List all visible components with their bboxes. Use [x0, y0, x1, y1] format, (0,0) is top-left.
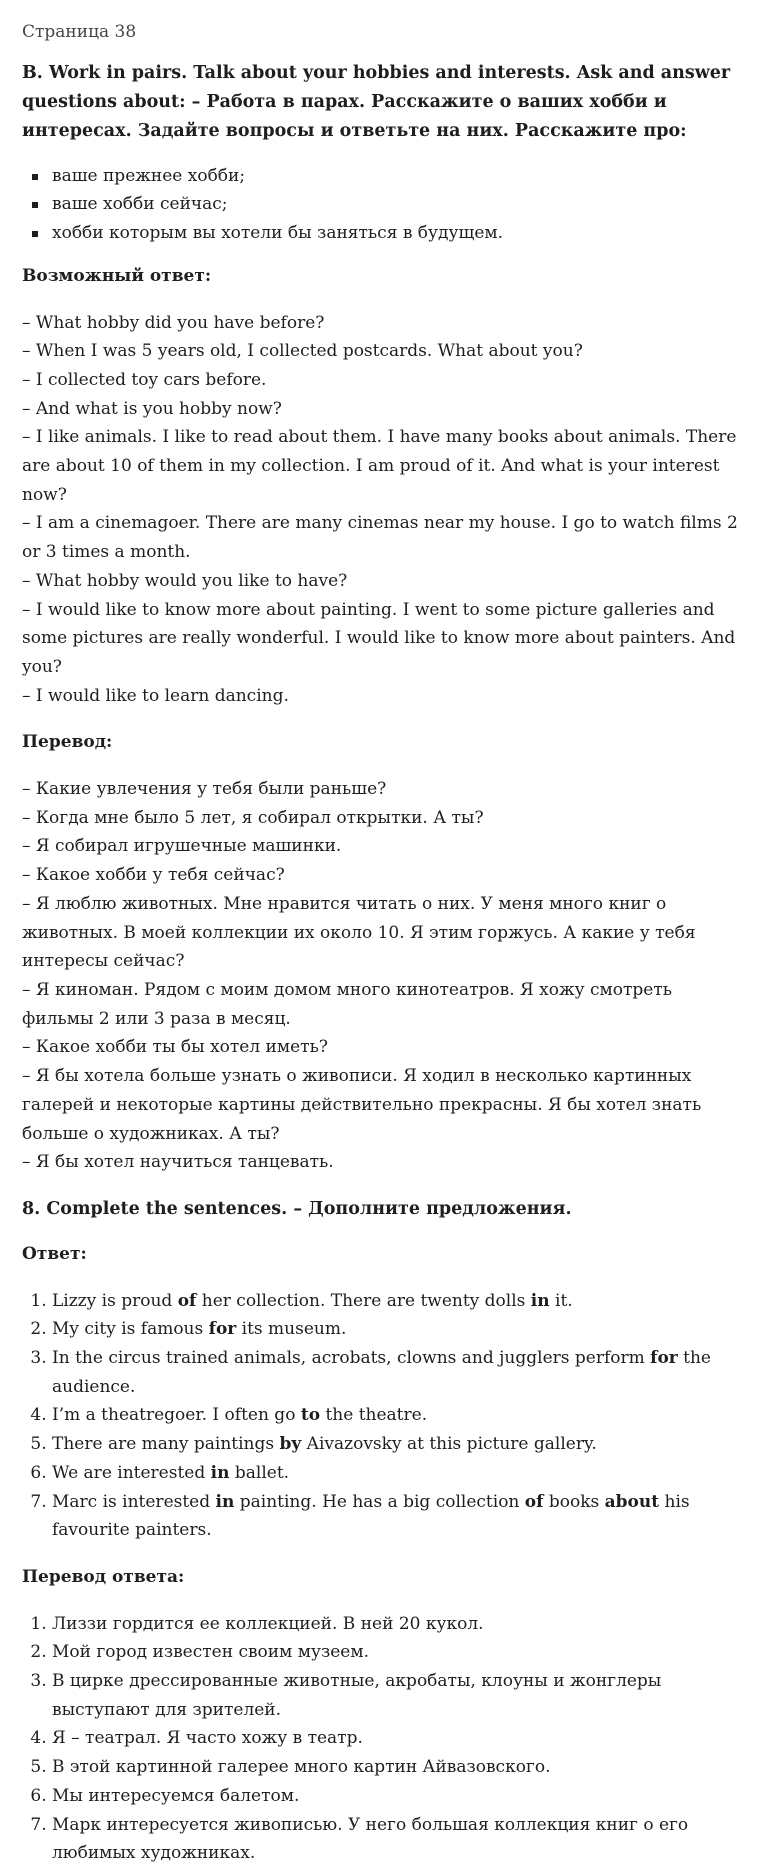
translation-item: 2. Мой город известен своим музеем.: [52, 1638, 747, 1667]
dialogue-line: – I would like to learn dancing.: [22, 685, 289, 706]
dialogue-line: – When I was 5 years old, I collected postcards. What about you?: [22, 341, 583, 362]
answer-item: 1. Lizzy is proud of her collection. There are twenty dolls in it.: [52, 1287, 747, 1316]
translation-dialogue: [22, 775, 747, 1177]
answer-word: of: [524, 1491, 544, 1512]
answer-item: 7. Marc is interested in painting. He has a big collection of books about his favourite painters.: [52, 1488, 747, 1545]
task-b-bullet-list: [22, 162, 747, 248]
answer-label: Ответ:: [22, 1243, 87, 1264]
answer-translation-label: Перевод ответа:: [22, 1566, 185, 1587]
translation-item: 6. Мы интересуемся балетом.: [52, 1782, 747, 1811]
dialogue-line: – What hobby did you have before?: [22, 312, 325, 333]
bullet-item: ваше прежнее хобби;: [52, 162, 747, 191]
answer-word: by: [279, 1434, 302, 1455]
answers-list: [22, 1287, 747, 1545]
answer-word: in: [210, 1462, 230, 1483]
dialogue-line: – Я люблю животных. Мне нравится читать о них. У меня много книг о животных. В моей коллекции их около 10. Я этим горжусь. А какие у тебя интересы сейчас?: [22, 893, 696, 972]
translation-item: 1. Лиззи гордится ее коллекцией. В ней 20 кукол.: [52, 1610, 747, 1639]
dialogue-line: – What hobby would you like to have?: [22, 570, 348, 591]
dialogue-line: – And what is you hobby now?: [22, 398, 282, 419]
dialogue-line: – I am a cinemagoer. There are many cinemas near my house. I go to watch films 2 or 3 times a month.: [22, 513, 738, 563]
bullet-item: ваше хобби сейчас;: [52, 190, 747, 219]
dialogue-line: – Я киноман. Рядом с моим домом много кинотеатров. Я хожу смотреть фильмы 2 или 3 раза в месяц.: [22, 979, 673, 1029]
translation-label: Перевод:: [22, 732, 113, 753]
answer-item: 2. My city is famous for its museum.: [52, 1315, 747, 1344]
dialogue-line: – Я бы хотел научиться танцевать.: [22, 1152, 334, 1173]
dialogue-line: – I collected toy cars before.: [22, 369, 267, 390]
answer-word: about: [604, 1491, 660, 1512]
page-label: Страница 38: [22, 22, 137, 42]
answer-word: in: [530, 1290, 550, 1311]
translation-item: 4. Я – театрал. Я часто хожу в театр.: [52, 1724, 747, 1753]
answer-word: in: [215, 1491, 235, 1512]
possible-answer-label: Возможный ответ:: [22, 265, 212, 286]
answer-item: 3. In the circus trained animals, acrobats, clowns and jugglers perform for the audience.: [52, 1344, 747, 1401]
dialogue-line: – Какие увлечения у тебя были раньше?: [22, 779, 387, 800]
answer-item: 5. There are many paintings by Aivazovsky at this picture gallery.: [52, 1430, 747, 1459]
answer-word: for: [208, 1319, 237, 1340]
answer-dialogue: [22, 309, 747, 711]
dialogue-line: – I like animals. I like to read about them. I have many books about animals. There are about 10 of them in my collection. I am proud of it. And what is your interest now?: [22, 427, 737, 505]
dialogue-line: – Какое хобби у тебя сейчас?: [22, 865, 285, 886]
answer-word: for: [650, 1348, 678, 1369]
answer-word: of: [177, 1290, 197, 1311]
answer-item: 4. I’m a theatregoer. I often go to the theatre.: [52, 1401, 747, 1430]
translation-item: 7. Марк интересуется живописью. У него большая коллекция книг о его любимых художниках.: [52, 1811, 747, 1868]
bullet-item: хобби которым вы хотели бы заняться в будущем.: [52, 219, 747, 248]
answer-item: 6. We are interested in ballet.: [52, 1459, 747, 1488]
task-8-heading: 8. Complete the sentences. – Дополните предложения.: [22, 1198, 572, 1219]
answer-word: to: [300, 1405, 321, 1426]
dialogue-line: – Какое хобби ты бы хотел иметь?: [22, 1037, 328, 1058]
dialogue-line: – Я бы хотела больше узнать о живописи. Я ходил в несколько картинных галерей и некоторые картины действительно прекрасны. Я бы хотел знать больше о художниках. А ты?: [22, 1066, 702, 1144]
dialogue-line: – Я собирал игрушечные машинки.: [22, 836, 342, 857]
translations-list: [22, 1610, 747, 1868]
translation-item: 5. В этой картинной галерее много картин Айвазовского.: [52, 1753, 747, 1782]
task-b-heading: B. Work in pairs. Talk about your hobbies and interests. Ask and answer questions about: – Работа в парах. Расскажите о ваших хобби и интересах. Задайте вопросы и ответьте на них. Расскажите про:: [22, 62, 731, 141]
dialogue-line: – I would like to know more about painting. I went to some picture galleries and some pictures are really wonderful. I would like to know more about painters. And you?: [22, 599, 736, 677]
dialogue-line: – Когда мне было 5 лет, я собирал открытки. А ты?: [22, 807, 484, 828]
translation-item: 3. В цирке дрессированные животные, акробаты, клоуны и жонглеры выступают для зрителей.: [52, 1667, 747, 1724]
